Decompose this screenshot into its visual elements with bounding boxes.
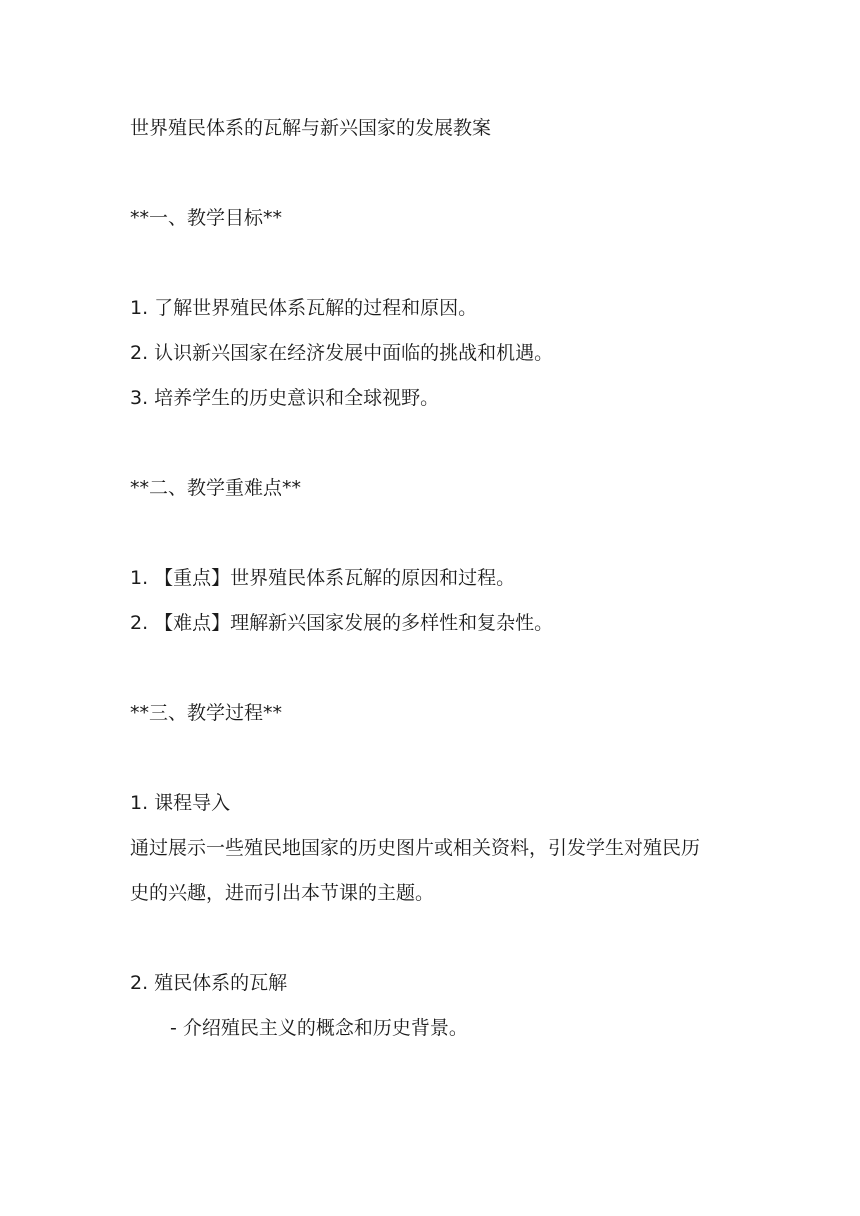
key-point-item-1: 1. 【重点】世界殖民体系瓦解的原因和过程。 <box>130 567 516 589</box>
objective-item-1: 1. 了解世界殖民体系瓦解的过程和原因。 <box>130 297 478 319</box>
process-step-2-title: 2. 殖民体系的瓦解 <box>130 972 288 994</box>
process-step-1-title: 1. 课程导入 <box>130 792 231 814</box>
section-heading-objectives: **一、教学目标** <box>130 207 283 229</box>
section-heading-key-points: **二、教学重难点** <box>130 477 302 499</box>
process-step-1-paragraph-line-2: 史的兴趣，进而引出本节课的主题。 <box>130 882 435 904</box>
process-step-2-bullet: - 介绍殖民主义的概念和历史背景。 <box>170 1017 468 1039</box>
process-step-1-paragraph-line-1: 通过展示一些殖民地国家的历史图片或相关资料，引发学生对殖民历 <box>130 837 701 859</box>
key-point-item-2: 2. 【难点】理解新兴国家发展的多样性和复杂性。 <box>130 612 554 634</box>
objective-item-2: 2. 认识新兴国家在经济发展中面临的挑战和机遇。 <box>130 342 554 364</box>
document-title: 世界殖民体系的瓦解与新兴国家的发展教案 <box>130 117 492 139</box>
section-heading-process: **三、教学过程** <box>130 702 283 724</box>
objective-item-3: 3. 培养学生的历史意识和全球视野。 <box>130 387 440 409</box>
